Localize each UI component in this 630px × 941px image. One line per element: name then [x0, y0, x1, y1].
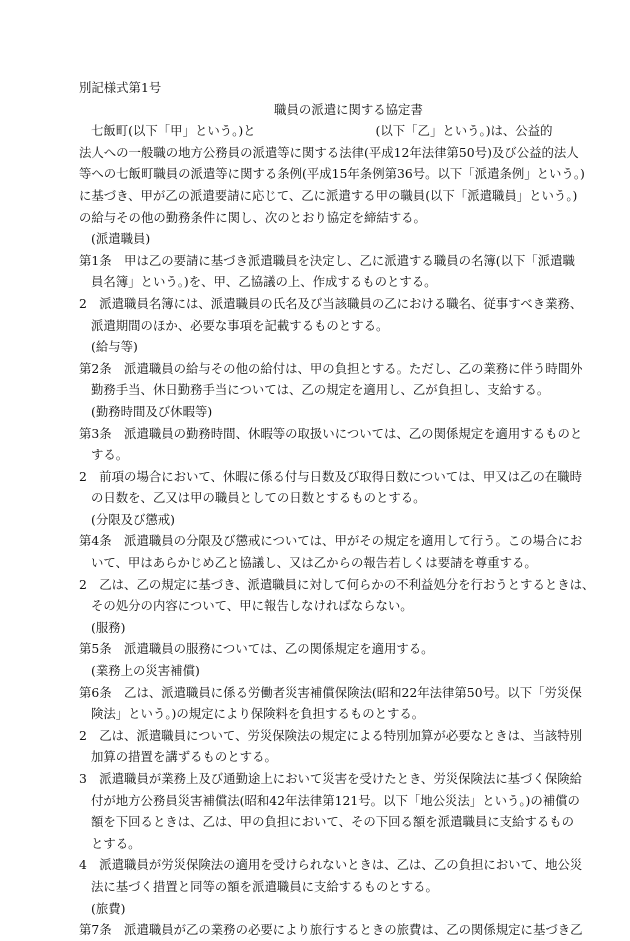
article-continuation-line: いて、甲はあらかじめ乙と協議し、又は乙からの報告若しくは要請を尊重する。: [91, 555, 537, 571]
article-heading: (分限及び懲戒): [91, 511, 176, 527]
article-clause-line: 2 乙は、派遣職員について、労災保険法の規定による特別加算が必要なときは、当該特別: [79, 727, 583, 743]
article-clause-line: 第7条 派遣職員が乙の業務の必要により旅行するときの旅費は、乙の関係規定に基づき乙: [79, 922, 583, 938]
articles: [79, 228, 595, 941]
article-heading: (派遣職員): [91, 231, 151, 247]
article-continuation-line: 法に基づく措置と同等の額を派遣職員に支給するものとする。: [91, 878, 438, 894]
article-clause-line: 4 派遣職員が労災保険法の適用を受けられないときは、乙は、乙の負担において、地公災: [79, 857, 583, 873]
article-heading: (業務上の災害補償): [91, 663, 200, 679]
article-heading: (勤務時間及び休暇等): [91, 403, 213, 419]
document-title: 職員の派遣に関する協定書: [274, 101, 423, 117]
article-continuation-line: の日数を、乙又は甲の職員としての日数とするものとする。: [91, 490, 426, 506]
article-continuation-line: 額を下回るときは、乙は、甲の負担において、その下回る額を派遣職員に支給するもの: [91, 814, 574, 830]
article-continuation-line: 員名簿」という。)を、甲、乙協議の上、作成するものとする。: [91, 274, 437, 290]
article-heading: (服務): [91, 619, 126, 635]
preamble-line: 等への七飯町職員の派遣等に関する条例(平成15年条例第36号。以下「派遣条例」という。): [79, 166, 585, 182]
article-clause-line: 第3条 派遣職員の勤務時間、休暇等の取扱いについては、乙の関係規定を適用するものと: [79, 425, 583, 441]
preamble-line: に基づき、甲が乙の派遣要請に応じて、乙に派遣する甲の職員(以下「派遣職員」という。): [79, 187, 578, 203]
document-page: [79, 77, 595, 941]
preamble-line: の給与その他の勤務条件に関し、次のとおり協定を締結する。: [79, 209, 426, 225]
article-heading: (旅費): [91, 900, 126, 916]
preamble-party-a: 七飯町(以下「甲」という。)と: [91, 123, 256, 139]
article-clause-line: 第1条 甲は乙の要請に基づき派遣職員を決定し、乙に派遣する職員の名簿(以下「派遣職: [79, 252, 575, 268]
article-continuation-line: する。: [91, 447, 129, 463]
preamble: [79, 120, 585, 228]
preamble-party-b: (以下「乙」という。)は、公益的: [375, 123, 553, 139]
article-clause-line: 第2条 派遣職員の給与その他の給付は、甲の負担とする。ただし、乙の業務に伴う時間外: [79, 360, 583, 376]
article-clause-line: 第6条 乙は、派遣職員に係る労働者災害補償保険法(昭和22年法律第50号。以下「労災保: [79, 684, 582, 700]
article-clause-line: 3 派遣職員が業務上及び通勤途上において災害を受けたとき、労災保険法に基づく保険給: [79, 771, 583, 786]
article-continuation-line: 付が地方公務員災害補償法(昭和42年法律第121号。以下「地公災法」という。)の補償の: [91, 792, 580, 808]
article-heading: (給与等): [91, 339, 138, 355]
preamble-line: [79, 120, 558, 142]
article-clause-line: 2 乙は、乙の規定に基づき、派遣職員に対して何らかの不利益処分を行おうとするときは、: [79, 576, 595, 592]
article-clause-line: 2 前項の場合において、休暇に係る付与日数及び取得日数については、甲又は乙の在職時: [79, 468, 583, 484]
article-continuation-line: 加算の措置を講ずるものとする。: [91, 749, 277, 765]
article-clause-line: 2 派遣職員名簿には、派遣職員の氏名及び当該職員の乙における職名、従事すべき業務、: [79, 295, 583, 311]
article-clause-line: 第5条 派遣職員の服務については、乙の関係規定を適用する。: [79, 641, 434, 657]
preamble-line: 法人への一般職の地方公務員の派遣等に関する法律(平成12年法律第50号)及び公益的法人: [79, 144, 579, 160]
article-continuation-line: 派遣期間のほか、必要な事項を記載するものとする。: [91, 317, 389, 333]
article-continuation-line: その処分の内容について、甲に報告しなければならない。: [91, 598, 413, 614]
article-clause-line: 第4条 派遣職員の分限及び懲戒については、甲がその規定を適用して行う。この場合にお: [79, 533, 583, 549]
article-continuation-line: 険法」という。)の規定により保険料を負担するものとする。: [91, 706, 425, 722]
article-continuation-line: 勤務手当、休日勤務手当については、乙の規定を適用し、乙が負担し、支給する。: [91, 382, 550, 398]
form-number: 別記様式第1号: [79, 80, 162, 95]
article-continuation-line: とする。: [91, 835, 141, 851]
